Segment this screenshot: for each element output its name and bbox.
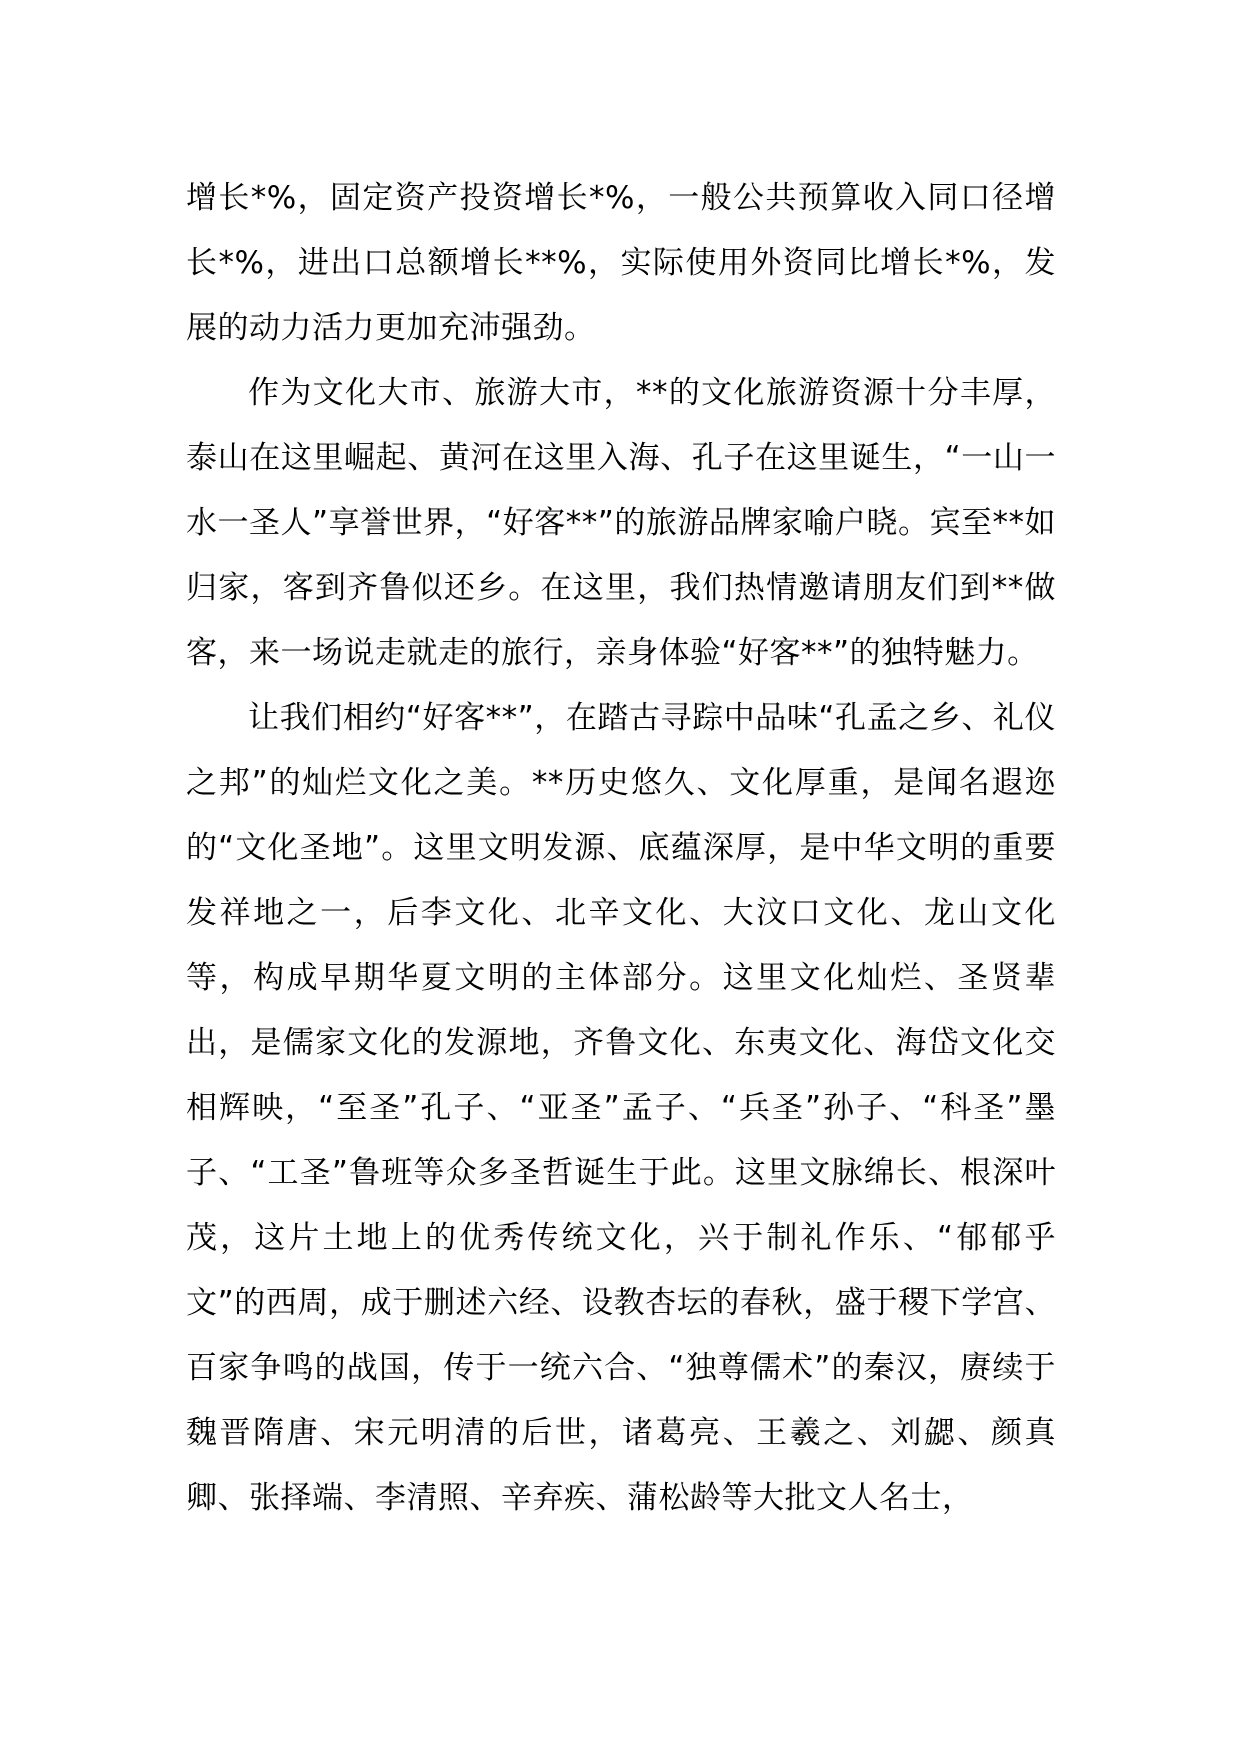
paragraph-1: 增长*%，固定资产投资增长*%，一般公共预算收入同口径增长*%，进出口总额增长**%，实际使用外资同比增长*%，发展的动力活力更加充沛强劲。 <box>186 180 1056 346</box>
body-text <box>186 166 1056 1531</box>
paragraph-2: 作为文化大市、旅游大市，**的文化旅游资源十分丰厚，泰山在这里崛起、黄河在这里入海、孔子在这里诞生，“一山一水一圣人”享誉世界，“好客**”的旅游品牌家喻户晓。宾至**如归家，客到齐鲁似还乡。在这里，我们热情邀请朋友们到**做客，来一场说走就走的旅行，亲身体验“好客**”的独特魅力。 <box>186 375 1056 671</box>
paragraph-3: 让我们相约“好客**”，在踏古寻踪中品味“孔孟之乡、礼仪之邦”的灿烂文化之美。**历史悠久、文化厚重，是闻名遐迩的“文化圣地”。这里文明发源、底蕴深厚，是中华文明的重要发祥地之一，后李文化、北辛文化、大汶口文化、龙山文化等，构成早期华夏文明的主体部分。这里文化灿烂、圣贤辈出，是儒家文化的发源地，齐鲁文化、东夷文化、海岱文化交相辉映，“至圣”孔子、“亚圣”孟子、“兵圣”孙子、“科圣”墨子、“工圣”鲁班等众多圣哲诞生于此。这里文脉绵长、根深叶茂，这片土地上的优秀传统文化，兴于制礼作乐、“郁郁乎文”的西周，成于删述六经、设教杏坛的春秋，盛于稷下学宫、百家争鸣的战国，传于一统六合、“独尊儒术”的秦汉，赓续于魏晋隋唐、宋元明清的后世，诸葛亮、王羲之、刘勰、颜真卿、张择端、李清照、辛弃疾、蒲松龄等大批文人名士， <box>186 700 1056 1516</box>
